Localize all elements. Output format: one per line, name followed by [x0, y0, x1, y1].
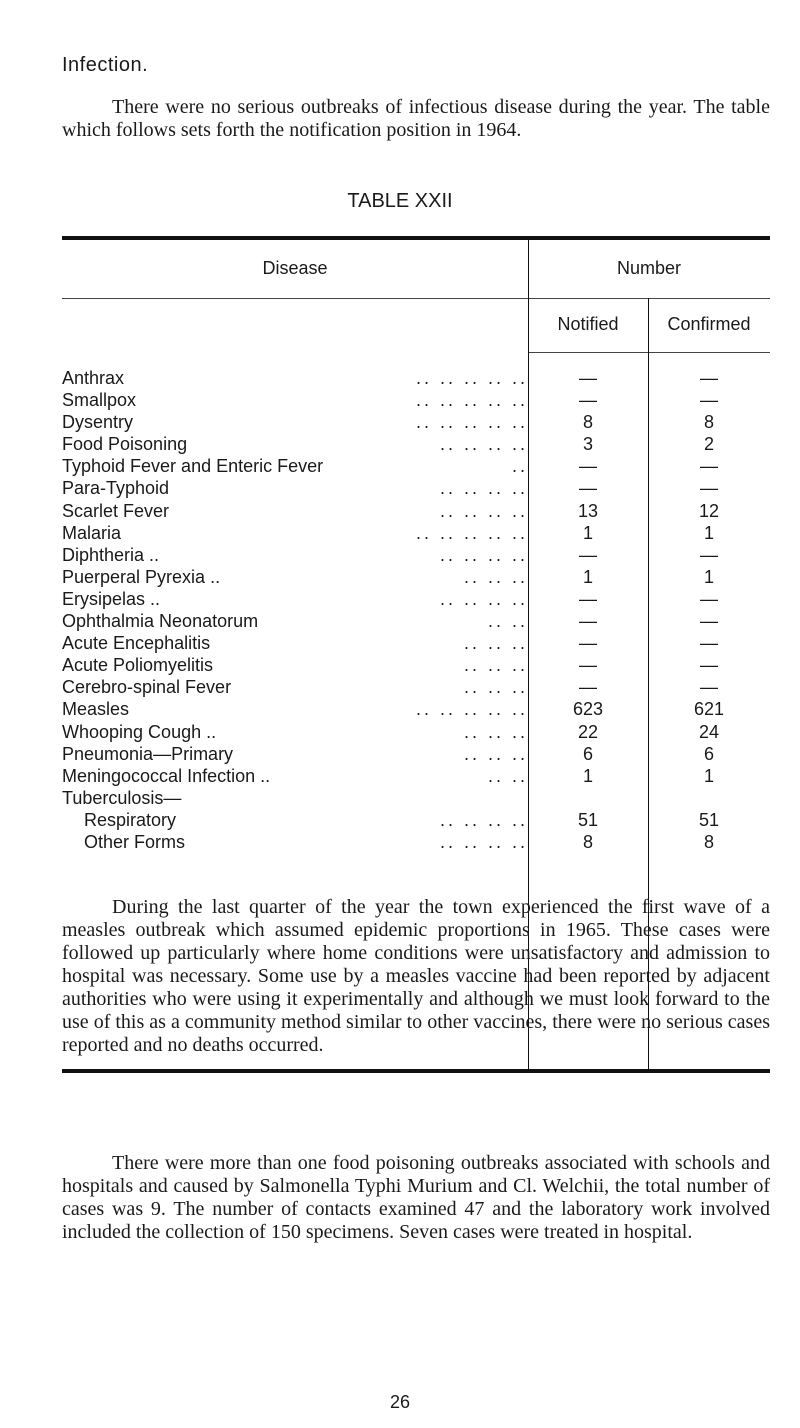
- table-row: [62, 787, 770, 809]
- notified-count: —: [579, 390, 597, 411]
- confirmed-count: —: [700, 655, 718, 676]
- notified-count: 8: [582, 831, 593, 852]
- table-bottom-rule: [62, 1069, 770, 1073]
- leader-dots: .. .. .. ..: [439, 831, 528, 852]
- leader-dots: .. .. ..: [463, 743, 528, 764]
- notified-count: —: [579, 544, 597, 565]
- header-confirmed: Confirmed: [667, 314, 751, 334]
- table-row: [62, 411, 770, 433]
- header-disease: Disease: [262, 258, 328, 278]
- measles-paragraph: [62, 896, 770, 1057]
- table-row: [62, 477, 770, 499]
- confirmed-count: 621: [693, 699, 725, 720]
- leader-dots: .. ..: [487, 765, 528, 786]
- table-row: [62, 721, 770, 743]
- table-row: [62, 765, 770, 787]
- confirmed-count: 24: [698, 721, 720, 742]
- disease-name: Food Poisoning: [62, 434, 188, 455]
- leader-dots: .. .. .. .. ..: [415, 412, 528, 433]
- disease-name: Acute Poliomyelitis: [62, 655, 214, 676]
- leader-dots: .. .. .. ..: [439, 500, 528, 521]
- disease-name: Ophthalmia Neonatorum: [62, 611, 259, 632]
- confirmed-count: —: [700, 368, 718, 388]
- table-row: [62, 831, 770, 853]
- confirmed-count: —: [700, 677, 718, 698]
- disease-name: Meningococcal Infection ..: [62, 765, 271, 786]
- leader-dots: ..: [511, 456, 528, 477]
- disease-name: Pneumonia—Primary: [62, 743, 234, 764]
- disease-name: Anthrax: [62, 368, 125, 388]
- notified-count: —: [579, 633, 597, 654]
- confirmed-count: 12: [698, 500, 720, 521]
- table-row: [62, 367, 770, 389]
- confirmed-count: —: [700, 611, 718, 632]
- notified-count: —: [579, 655, 597, 676]
- notified-count: 13: [577, 500, 599, 521]
- table-row: [62, 632, 770, 654]
- table-row: [62, 654, 770, 676]
- intro-paragraph: [62, 96, 770, 142]
- table-row: [62, 610, 770, 632]
- section-heading: Infection.: [62, 54, 149, 76]
- confirmed-count: 1: [703, 522, 714, 543]
- subheader-rule: [528, 352, 770, 353]
- disease-name: Typhoid Fever and Enteric Fever: [62, 456, 324, 477]
- header-notified: Notified: [557, 314, 619, 334]
- table-row: [62, 809, 770, 831]
- disease-name: Smallpox: [62, 390, 137, 411]
- notified-count: —: [579, 611, 597, 632]
- leader-dots: .. .. .. .. ..: [415, 390, 528, 411]
- table-row: [62, 566, 770, 588]
- disease-name: Other Forms: [84, 831, 186, 852]
- notified-count: —: [579, 677, 597, 698]
- disease-name: Erysipelas ..: [62, 588, 161, 609]
- notified-count: —: [579, 368, 597, 388]
- leader-dots: .. .. .. ..: [439, 588, 528, 609]
- table-row: [62, 743, 770, 765]
- leader-dots: .. .. .. .. ..: [415, 699, 528, 720]
- confirmed-count: 51: [698, 809, 720, 830]
- leader-dots: .. .. ..: [463, 633, 528, 654]
- table-row: [62, 433, 770, 455]
- disease-name: Puerperal Pyrexia ..: [62, 566, 221, 587]
- leader-dots: .. .. .. .. ..: [415, 368, 528, 388]
- table-body: [62, 367, 770, 853]
- leader-dots: .. .. ..: [463, 566, 528, 587]
- table-title: TABLE XXII: [347, 190, 453, 212]
- confirmed-count: 1: [703, 765, 714, 786]
- confirmed-count: —: [700, 478, 718, 499]
- confirmed-count: —: [700, 633, 718, 654]
- confirmed-count: 8: [703, 831, 714, 852]
- notified-count: 51: [577, 809, 599, 830]
- disease-name: Whooping Cough ..: [62, 721, 217, 742]
- header-number: Number: [616, 258, 682, 278]
- leader-dots: .. .. .. ..: [439, 478, 528, 499]
- confirmed-count: —: [700, 390, 718, 411]
- table-row: [62, 676, 770, 698]
- header-rule: [62, 298, 770, 299]
- table-row: [62, 389, 770, 411]
- leader-dots: .. .. .. ..: [439, 434, 528, 455]
- intro-text: There were no serious outbreaks of infectious disease during the year. The table which follows sets forth the notification position in 1964.: [62, 96, 770, 141]
- table-row: [62, 698, 770, 720]
- page-number: 26: [389, 1392, 411, 1412]
- table-top-rule: [62, 236, 770, 240]
- confirmed-count: 1: [703, 566, 714, 587]
- table-row: [62, 588, 770, 610]
- notified-count: 1: [582, 765, 593, 786]
- leader-dots: .. .. .. .. ..: [415, 522, 528, 543]
- table-row: [62, 500, 770, 522]
- leader-dots: .. ..: [487, 611, 528, 632]
- notified-count: —: [579, 588, 597, 609]
- disease-name: Respiratory: [84, 809, 177, 830]
- disease-name: Diphtheria ..: [62, 544, 160, 565]
- notified-count: 3: [582, 434, 593, 455]
- leader-dots: .. .. .. ..: [439, 544, 528, 565]
- disease-name: Measles: [62, 699, 130, 720]
- food-poisoning-text: There were more than one food poisoning outbreaks associated with schools and hospitals and caused by Salmonella Typhi Murium and Cl. Welchii, the total number of cases was 9. The number of contacts examined 47 and the laboratory work involved included the collection of 150 specimens. Seven cases were treated in hospital.: [62, 1152, 770, 1243]
- leader-dots: .. .. ..: [463, 677, 528, 698]
- notified-count: 8: [582, 412, 593, 433]
- leader-dots: .. .. ..: [463, 721, 528, 742]
- disease-name: Malaria: [62, 522, 122, 543]
- disease-name: Para-Typhoid: [62, 478, 170, 499]
- leader-dots: .. .. .. ..: [439, 809, 528, 830]
- notified-count: 1: [582, 566, 593, 587]
- confirmed-count: 2: [703, 434, 714, 455]
- confirmed-count: —: [700, 456, 718, 477]
- notified-count: 623: [572, 699, 604, 720]
- confirmed-count: —: [700, 544, 718, 565]
- confirmed-count: 6: [703, 743, 714, 764]
- notified-count: 6: [582, 743, 593, 764]
- disease-name: Cerebro-spinal Fever: [62, 677, 232, 698]
- table-row: [62, 544, 770, 566]
- disease-name: Scarlet Fever: [62, 500, 170, 521]
- disease-name: Acute Encephalitis: [62, 633, 211, 654]
- table-row: [62, 522, 770, 544]
- leader-dots: .. .. ..: [463, 655, 528, 676]
- measles-text: During the last quarter of the year the town experienced the first wave of a measles outbreak which assumed epidemic proportions in 1965. These cases were followed up particularly where home conditions were unsatisfactory and admission to hospital was necessary. Some use by a measles vaccine had been reported by adjacent authorities who were using it experimentally and although we must look forward to the use of this as a community method similar to other vaccines, there were no serious cases reported and no deaths occurred.: [62, 896, 770, 1056]
- notified-count: —: [579, 478, 597, 499]
- notified-count: —: [579, 456, 597, 477]
- disease-name: Dysentry: [62, 412, 134, 433]
- table-row: [62, 455, 770, 477]
- disease-name: Tuberculosis—: [62, 787, 182, 808]
- confirmed-count: —: [700, 588, 718, 609]
- food-poisoning-paragraph: [62, 1152, 770, 1244]
- notified-count: 22: [577, 721, 599, 742]
- notified-count: 1: [582, 522, 593, 543]
- confirmed-count: 8: [703, 412, 714, 433]
